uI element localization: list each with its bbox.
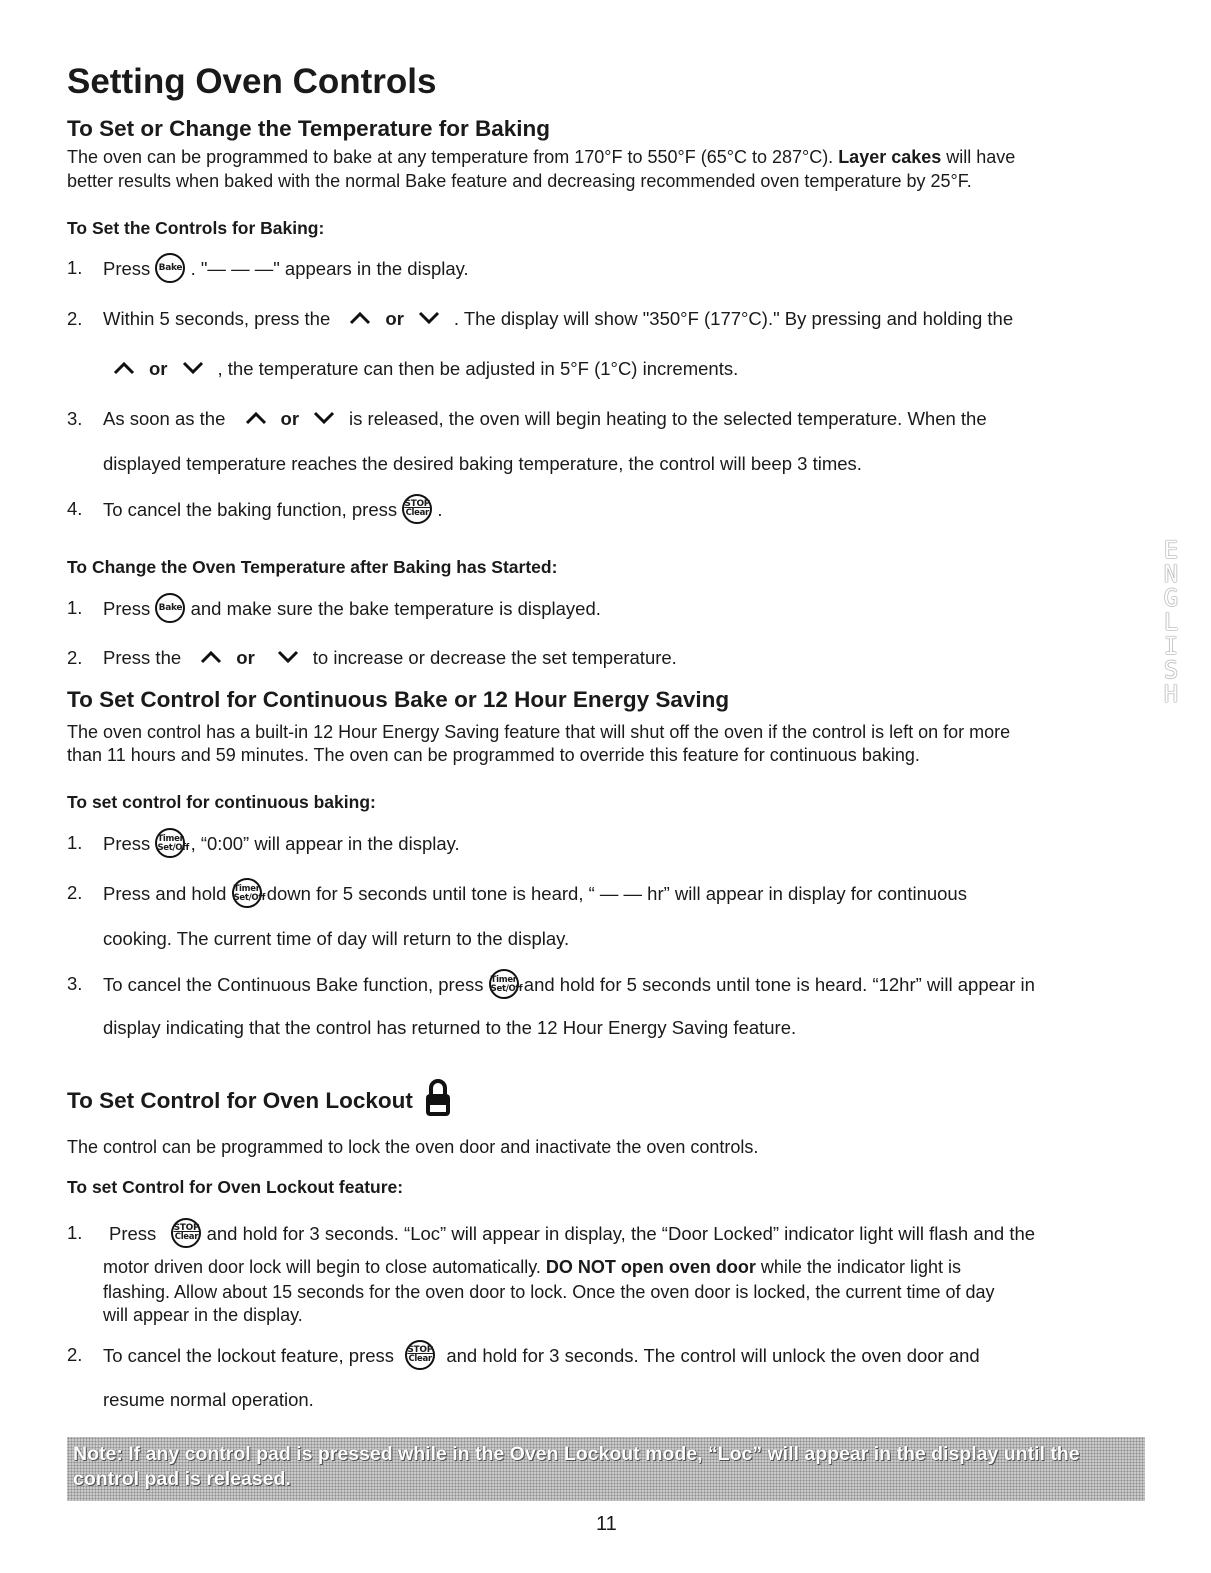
down-arrow-icon (182, 361, 204, 375)
continuous-step-3-line2: display indicating that the control has returned to the 12 Hour Energy Saving feature. (103, 1017, 797, 1038)
down-arrow-icon (277, 650, 299, 664)
padlock-icon (425, 1078, 451, 1118)
down-arrow-icon (418, 311, 440, 325)
side-tab-letter: E (1163, 536, 1179, 564)
step-number: 2. (67, 308, 83, 329)
step-text: and make sure the bake temperature is displayed. (190, 597, 601, 619)
baking-step-2-line1 (103, 306, 1013, 332)
step-text: To cancel the baking function, press (103, 498, 398, 520)
lockout-step-1-line2 (103, 1255, 961, 1279)
step-text: To cancel the Continuous Bake function, press (103, 973, 484, 995)
timer-button (232, 878, 266, 908)
step-text: To cancel the lockout feature, press (103, 1344, 395, 1366)
baking-step-3-line2: displayed temperature reaches the desired baking temperature, the control will beep 3 times. (103, 453, 862, 474)
step-number: 1. (67, 1222, 83, 1243)
subheading-lockout-feature: To set Control for Oven Lockout feature: (67, 1177, 404, 1197)
continuous-intro-line1: The oven control has a built-in 12 Hour Energy Saving feature that will shut off the oven if the control is left on for more (67, 722, 1011, 742)
stop-clear-button (405, 1340, 435, 1370)
up-arrow-icon (349, 311, 371, 325)
stop-label: STOP (407, 1345, 433, 1355)
continuous-intro-line2: than 11 hours and 59 minutes. The oven can be programmed to override this feature for continuous baking. (67, 745, 920, 765)
side-tab-letter: I (1163, 632, 1179, 660)
step-number: 3. (67, 408, 83, 429)
step-text: motor driven door lock will begin to close automatically. (103, 1257, 546, 1277)
page-title: Setting Oven Controls (67, 62, 437, 101)
do-not-open-warning: DO NOT open oven door (545, 1257, 756, 1277)
timer-button (155, 828, 190, 858)
step-text: Press (109, 1222, 157, 1244)
baking-intro-line1 (67, 145, 1015, 169)
section-heading-oven-lockout (67, 1082, 451, 1122)
step-number: 2. (67, 1344, 83, 1365)
baking-step-1 (103, 255, 469, 285)
step-number: 1. (67, 257, 83, 278)
lockout-note-box (67, 1437, 1145, 1501)
baking-step-3-line1 (103, 406, 987, 432)
change-step-2 (103, 645, 677, 671)
side-tab-letter: S (1163, 656, 1179, 684)
or-word: or (385, 308, 404, 329)
continuous-step-2-line1 (103, 880, 967, 910)
up-arrow-icon (113, 361, 135, 375)
subheading-change-temperature: To Change the Oven Temperature after Baking has Started: (67, 557, 558, 577)
step-text: Press the (103, 647, 182, 668)
side-tab-letter: L (1163, 608, 1179, 636)
clear-label: Clear (174, 1232, 199, 1242)
lockout-note-text: Note: If any control pad is pressed while in the Oven Lockout mode, “Loc” will appear in the display until the control pad is released. (73, 1443, 1080, 1490)
timer-label: Timer (490, 975, 517, 985)
baking-intro-line2: better results when baked with the normal Bake feature and decreasing recommended oven temperature by 25°F. (67, 171, 972, 191)
lockout-step-1-line3: flashing. Allow about 15 seconds for the oven door to lock. Once the oven door is locked, the current time of day (103, 1282, 995, 1302)
side-tab-letter: H (1163, 680, 1179, 708)
section-heading-baking: To Set or Change the Temperature for Baking (67, 116, 550, 141)
step-text: Press (103, 597, 151, 619)
step-text: . "— — —" appears in the display. (190, 257, 469, 279)
up-arrow-icon (245, 411, 267, 425)
lockout-step-2-line2: resume normal operation. (103, 1389, 314, 1410)
or-word: or (236, 647, 255, 668)
lockout-heading-text: To Set Control for Oven Lockout (67, 1087, 413, 1113)
subheading-continuous-baking: To set control for continuous baking: (67, 792, 376, 812)
step-text: Within 5 seconds, press the (103, 308, 331, 329)
step-number: 1. (67, 832, 83, 853)
step-number: 4. (67, 498, 83, 519)
timer-button (489, 969, 523, 999)
step-text: Press (103, 832, 151, 854)
step-text: As soon as the (103, 408, 226, 429)
or-word: or (149, 358, 168, 379)
step-text: Press and hold (103, 882, 227, 904)
side-tab-letter: N (1163, 560, 1179, 588)
stop-clear-button (171, 1218, 201, 1248)
lockout-step-2-line1 (103, 1342, 980, 1372)
bake-button (155, 253, 185, 283)
continuous-step-1 (103, 830, 460, 860)
set-off-label: Set/Off (157, 843, 190, 853)
bake-button-label: Bake (158, 263, 183, 273)
step-text: . The display will show "350°F (177°C)." By pressing and holding the (453, 308, 1014, 329)
baking-intro-text-a: The oven can be programmed to bake at any temperature from 170°F to 550°F (65°C to 287°C). (67, 147, 839, 167)
step-text: and hold for 5 seconds until tone is heard. “12hr” will appear in (523, 973, 1035, 995)
stop-label: STOP (173, 1223, 200, 1233)
up-arrow-icon (200, 650, 222, 664)
stop-label: STOP (404, 499, 431, 509)
step-text: to increase or decrease the set temperature. (312, 647, 677, 668)
section-heading-continuous-bake: To Set Control for Continuous Bake or 12 Hour Energy Saving (67, 687, 730, 712)
baking-intro-bold: Layer cakes (838, 147, 942, 167)
change-step-1 (103, 595, 601, 625)
continuous-step-2-line2: cooking. The current time of day will return to the display. (103, 928, 570, 949)
step-text: and hold for 3 seconds. The control will unlock the oven door and (446, 1344, 980, 1366)
bake-button-label: Bake (158, 603, 183, 613)
side-tab-letter: G (1163, 584, 1179, 612)
step-text: , “0:00” will appear in the display. (190, 832, 460, 854)
bake-button (155, 593, 185, 623)
timer-label: Timer (233, 884, 260, 894)
step-number: 2. (67, 882, 83, 903)
or-word: or (280, 408, 300, 429)
baking-step-4 (103, 496, 443, 526)
step-text: Press (103, 257, 151, 279)
baking-step-2-line2 (103, 356, 738, 382)
set-off-label: Set/Off (233, 893, 266, 903)
step-text: down for 5 seconds until tone is heard, “ — — hr” will appear in display for continuous (266, 882, 967, 904)
timer-label: Timer (157, 834, 184, 844)
continuous-step-3-line1 (103, 971, 1035, 1001)
step-text: , the temperature can then be adjusted in 5°F (1°C) increments. (217, 358, 739, 379)
step-number: 1. (67, 597, 83, 618)
clear-label: Clear (408, 1354, 432, 1364)
step-text: and hold for 3 seconds. “Loc” will appear in display, the “Door Locked” indicator light will flash and the (206, 1222, 1036, 1244)
clear-label: Clear (405, 508, 429, 518)
subheading-set-controls-baking: To Set the Controls for Baking: (67, 218, 325, 238)
lockout-step-1-line4: will appear in the display. (103, 1305, 303, 1325)
step-text: is released, the oven will begin heating to the selected temperature. When the (349, 408, 987, 429)
lockout-intro: The control can be programmed to lock the oven door and inactivate the oven controls. (67, 1137, 759, 1157)
step-number: 2. (67, 647, 83, 668)
stop-clear-button (402, 494, 432, 524)
page-number: 11 (596, 1513, 617, 1535)
set-off-label: Set/Off (490, 984, 523, 994)
step-number: 3. (67, 973, 83, 994)
down-arrow-icon (313, 411, 335, 425)
baking-intro-text-b: will have (941, 147, 1016, 167)
step-text: . (437, 498, 443, 520)
lockout-step-1-line1 (109, 1220, 1035, 1250)
step-text: while the indicator light is (755, 1257, 961, 1277)
english-side-tab (1156, 538, 1186, 706)
